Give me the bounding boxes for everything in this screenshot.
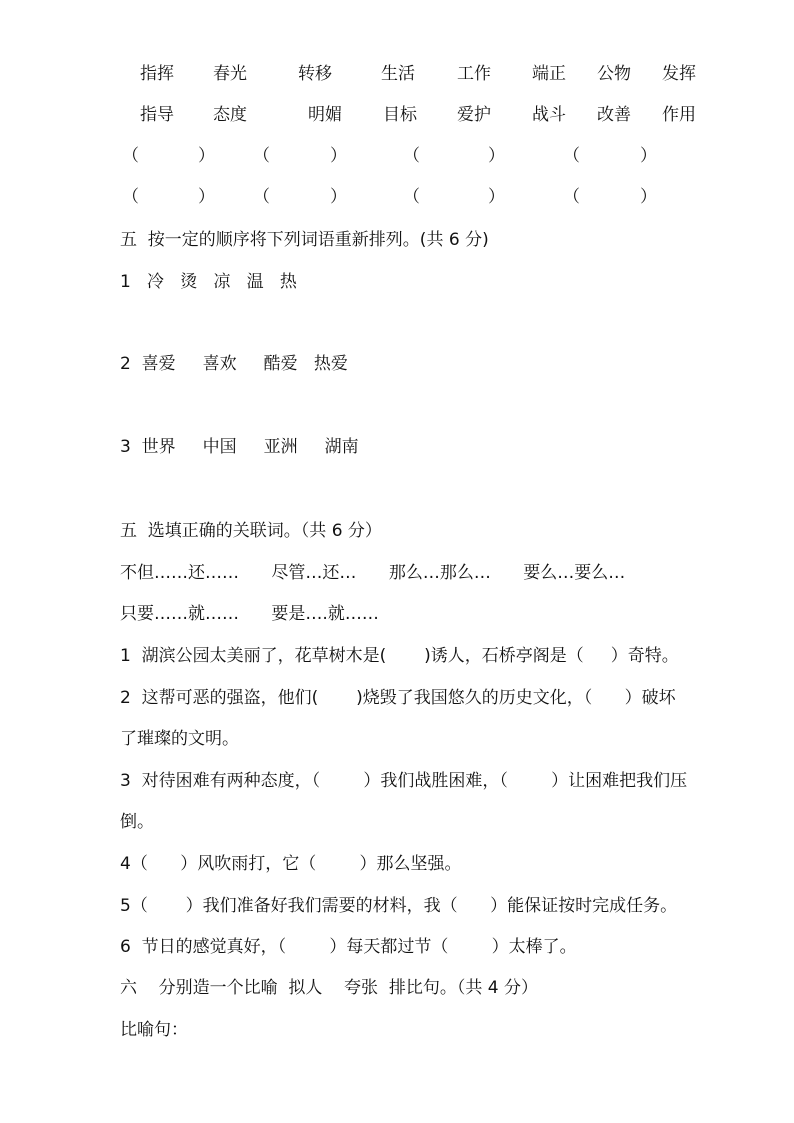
section-title-sentences: 六 分别造一个比喻 拟人 夸张 排比句。（共 4 分） [120, 978, 538, 998]
word-r1-2: 春光 [213, 64, 247, 84]
answer-paren-close: ） [640, 187, 657, 207]
word-r2-4: 目标 [383, 105, 417, 125]
word-r2-1: 指导 [140, 105, 174, 125]
order-item: 1 冷 烫 凉 温 热 [120, 272, 297, 292]
question-2: 2 这帮可恶的强盗，他们( )烧毁了我国悠久的历史文化，（ ）破坏 [120, 688, 676, 708]
answer-paren-close: ） [330, 146, 347, 166]
answer-paren-close: ） [640, 146, 657, 166]
question-3: 3 对待困难有两种态度，（ ）我们战胜困难，（ ）让困难把我们压 [120, 771, 688, 791]
question-2-cont: 了璀璨的文明。 [120, 729, 239, 749]
word-r1-1: 指挥 [140, 64, 174, 84]
conjunction-options: 只要……就…… 要是….就…… [120, 604, 379, 624]
answer-paren-close: ） [330, 187, 347, 207]
section-title-ordering: 五 按一定的顺序将下列词语重新排列。(共 6 分) [120, 230, 489, 250]
word-r2-2: 态度 [213, 105, 247, 125]
answer-paren-open: （ [403, 146, 420, 166]
question-6: 6 节日的感觉真好，（ ）每天都过节（ ）太棒了。 [120, 937, 577, 957]
answer-paren-open: （ [563, 146, 580, 166]
answer-paren-open: （ [253, 146, 270, 166]
word-r1-6: 端正 [532, 64, 566, 84]
answer-paren-close: ） [488, 146, 505, 166]
word-r2-6: 战斗 [532, 105, 566, 125]
section-title-conjunctions: 五 选填正确的关联词。（共 6 分） [120, 521, 382, 541]
word-r2-5: 爱护 [457, 105, 491, 125]
word-r1-3: 转移 [298, 64, 332, 84]
word-r2-8: 作用 [662, 105, 696, 125]
word-r1-8: 发挥 [662, 64, 696, 84]
question-1: 1 湖滨公园太美丽了，花草树木是( )诱人，石桥亭阁是（ ）奇特。 [120, 646, 679, 666]
answer-paren-close: ） [488, 187, 505, 207]
conjunction-options: 不但……还…… 尽管…还… 那么…那么… 要么…要么… [120, 563, 626, 583]
order-item: 2 喜爱 喜欢 酷爱 热爱 [120, 354, 348, 374]
answer-paren-open: （ [403, 187, 420, 207]
word-r2-3: 明媚 [308, 105, 342, 125]
answer-paren-close: ） [198, 187, 215, 207]
question-3-cont: 倒。 [120, 812, 154, 832]
simile-label: 比喻句： [120, 1020, 188, 1040]
answer-paren-open: （ [253, 187, 270, 207]
word-r1-4: 生活 [381, 64, 415, 84]
answer-paren-open: （ [122, 187, 139, 207]
answer-paren-close: ） [198, 146, 215, 166]
word-r2-7: 改善 [597, 105, 631, 125]
word-r1-5: 工作 [457, 64, 491, 84]
question-4: 4（ ）风吹雨打，它（ ）那么坚强。 [120, 854, 462, 874]
word-r1-7: 公物 [597, 64, 631, 84]
answer-paren-open: （ [122, 146, 139, 166]
answer-paren-open: （ [563, 187, 580, 207]
question-5: 5（ ）我们准备好我们需要的材料，我（ ）能保证按时完成任务。 [120, 896, 678, 916]
order-item: 3 世界 中国 亚洲 湖南 [120, 437, 359, 457]
